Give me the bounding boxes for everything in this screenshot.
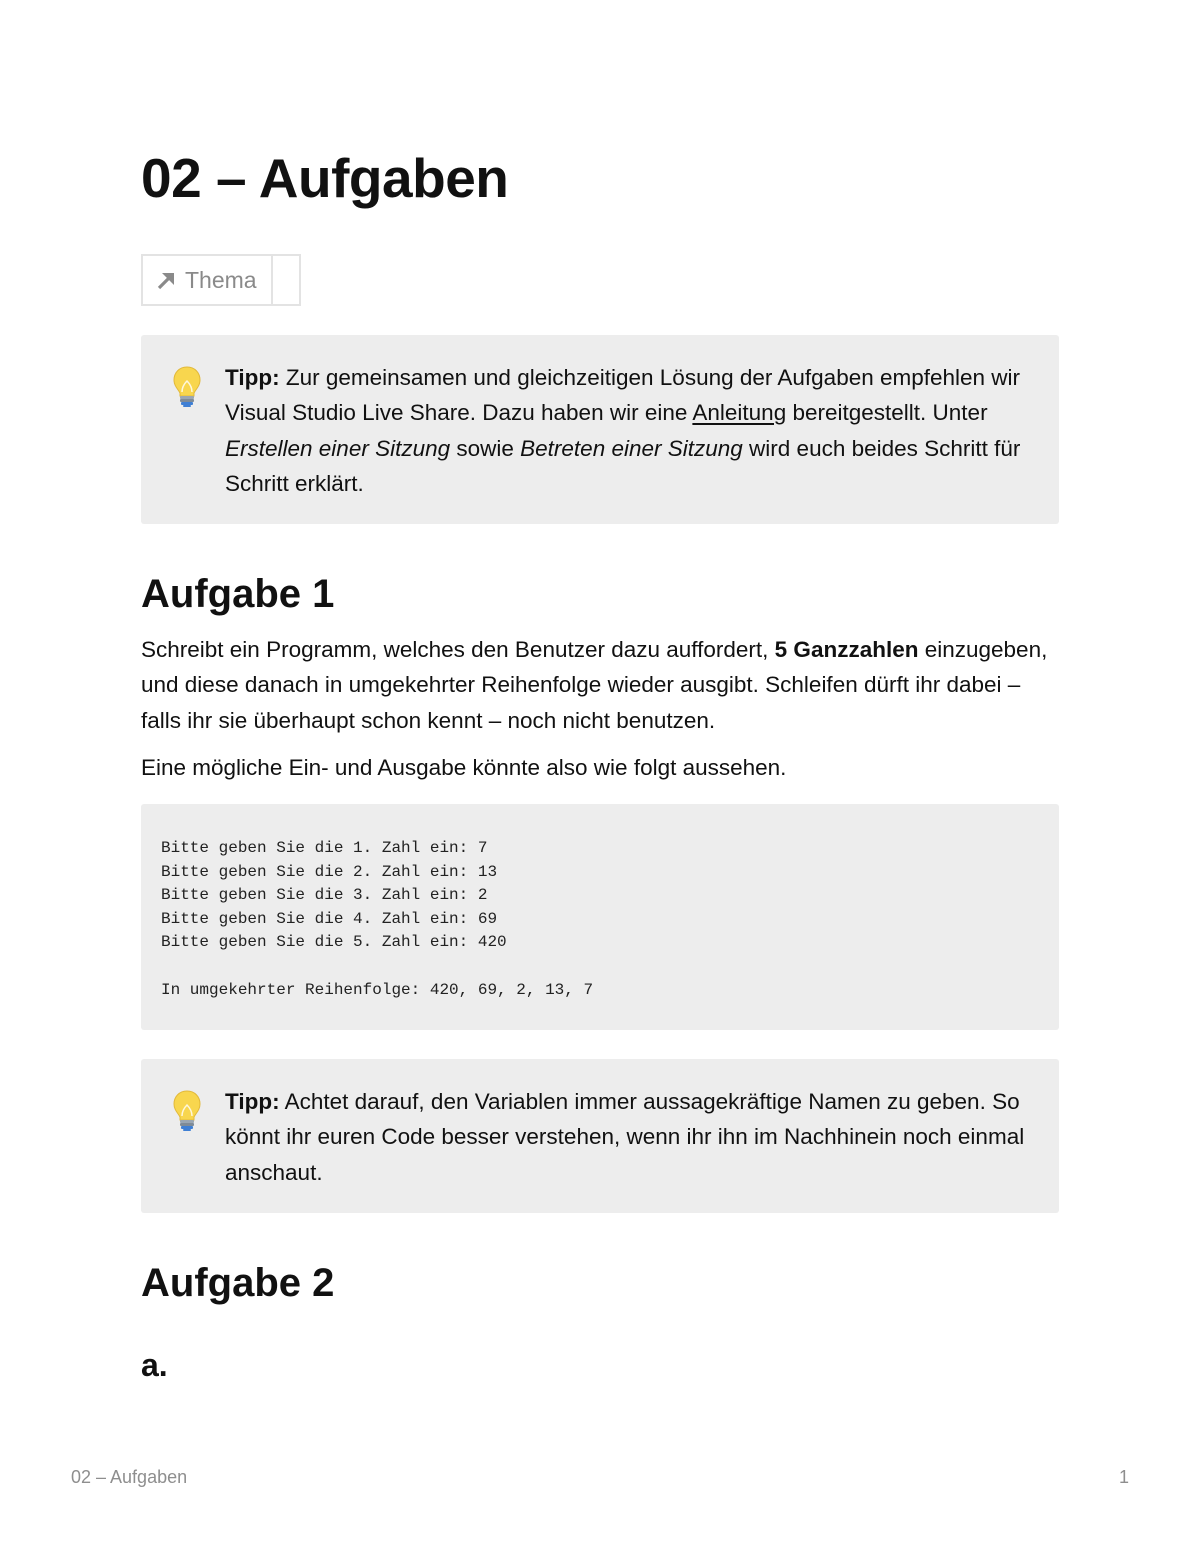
tip-callout-1 [141,335,1059,524]
arrow-up-right-icon [155,269,177,291]
code-line: Bitte geben Sie die 5. Zahl ein: 420 [161,933,507,952]
task1-text: Schreibt ein Programm, welches den Benutzer dazu auffordert, [141,637,775,662]
code-block[interactable] [141,804,1059,1030]
tip-text-part: Zur gemeinsamen und gleichzeitigen Lösung der Aufgaben empfehlen wir Visual Studio Live Share. Dazu haben wir eine [225,365,1021,426]
page-number: 1 [1118,1467,1129,1487]
heading-aufgabe-2: Aufgabe 2 [141,1261,335,1305]
task1-bold: 5 Ganzzahlen [774,637,919,662]
tip-emphasis-1: Erstellen einer Sitzung [225,435,451,461]
property-label-thema[interactable] [143,256,273,304]
task1-text: einzugeben, und diese danach in umgekehrter Reihenfolge wieder ausgibt. Schleifen dürft ihr dabei – falls ihr sie überhaupt schon kennt – noch nicht benutzen. [141,637,1048,733]
lightbulb-icon [171,1089,203,1133]
code-line: Bitte geben Sie die 3. Zahl ein: 2 [161,886,488,905]
tip-text-part: bereitgestellt. Unter [786,400,988,426]
code-blank-line [161,955,1039,979]
tip-text-part: Achtet darauf, den Variablen immer aussagekräftige Namen zu geben. So könnt ihr euren Code besser verstehen, wenn ihr ihn im Nachhinein noch einmal anschaut. [225,1089,1025,1185]
footer-title: 02 – Aufgaben [71,1467,188,1487]
tip-text-1 [225,360,1029,501]
tip-label: Tipp: [225,365,280,390]
lightbulb-icon [171,365,203,409]
code-line: Bitte geben Sie die 4. Zahl ein: 69 [161,909,498,928]
tip-emphasis-2: Betreten einer Sitzung [520,435,743,461]
subheading-a: a. [141,1347,168,1383]
code-line: Bitte geben Sie die 2. Zahl ein: 13 [161,862,498,881]
property-label-text: Thema [185,266,257,293]
tip-label: Tipp: [225,1089,280,1114]
property-value[interactable] [273,256,299,304]
code-line: In umgekehrter Reihenfolge: 420, 69, 2, 13, 7 [161,980,594,999]
task1-example-intro: Eine mögliche Ein- und Ausgabe könnte also wie folgt aussehen. [141,755,787,780]
tip-callout-2 [141,1059,1059,1213]
code-line: Bitte geben Sie die 1. Zahl ein: 7 [161,839,488,857]
task1-description [141,632,1059,738]
tip-text-part: wird euch beides Schritt für Schritt erklärt. [225,435,1021,496]
property-table [141,254,301,306]
tip-text-part: sowie [450,435,521,461]
page-title: 02 – Aufgaben [141,147,509,209]
tip-text-2 [225,1084,1029,1190]
heading-aufgabe-1: Aufgabe 1 [141,572,335,616]
anleitung-link[interactable]: Anleitung [692,400,787,426]
